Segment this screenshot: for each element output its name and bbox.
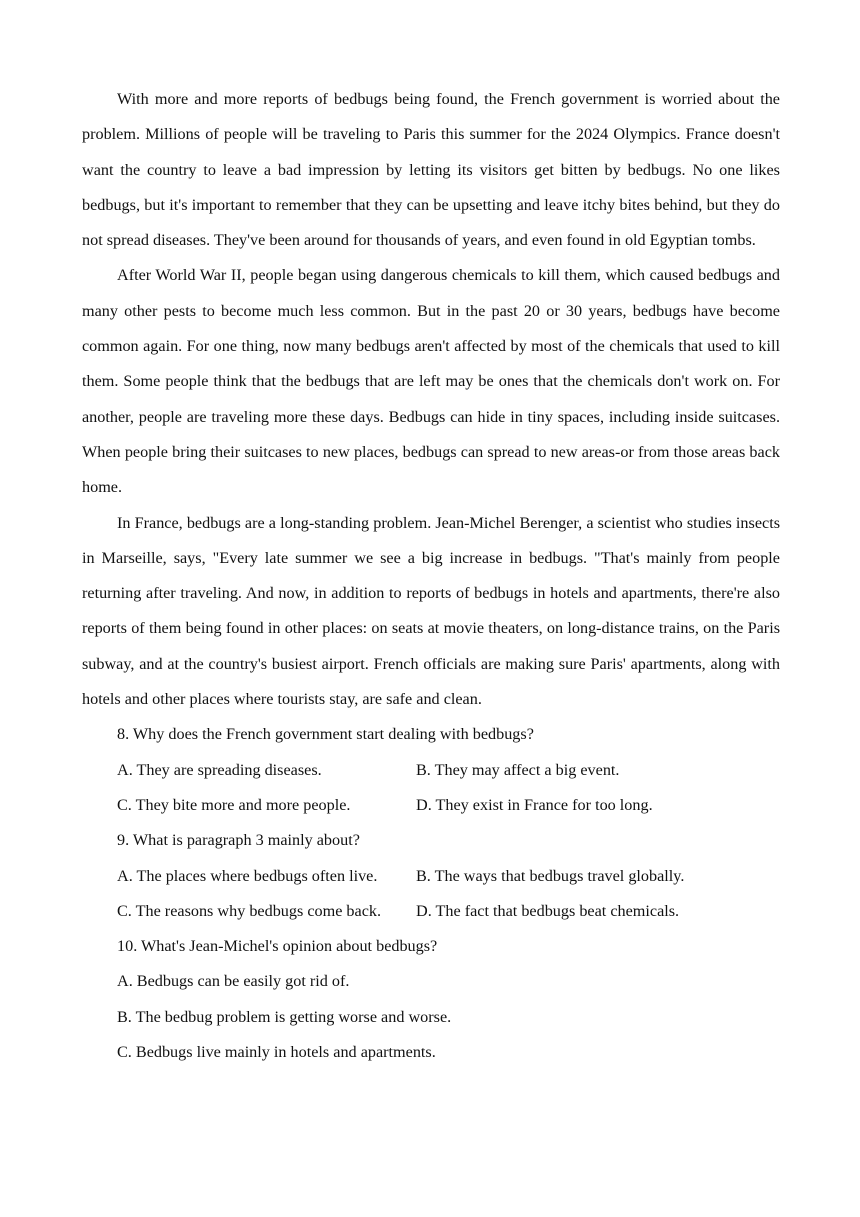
question-stem: 8. Why does the French government start dealing with bedbugs? (117, 725, 534, 744)
question-8 (82, 717, 780, 823)
passage-paragraph-1: With more and more reports of bedbugs being found, the French government is worried about the problem. Millions of people will be traveling to Paris this summer for the 2024 Olympics. France doesn't want the country to leave a bad impression by letting its visitors get bitten by bedbugs. No one likes bedbugs, but it's important to remember that they can be upsetting and leave itchy bites behind, but they do not spread diseases. They've been around for thousands of years, and even found in old Egyptian tombs. (82, 90, 780, 250)
option-row (82, 894, 780, 929)
question-9 (82, 823, 780, 929)
option-c: C. The reasons why bedbugs come back. (117, 901, 382, 920)
option-a: A. They are spreading diseases. (117, 760, 322, 779)
option-row (82, 859, 780, 894)
option-a: A. The places where bedbugs often live. (117, 866, 378, 885)
option-d: D. The fact that bedbugs beat chemicals. (416, 901, 680, 920)
option-b: B. They may affect a big event. (416, 760, 620, 779)
passage-paragraph-2: After World War II, people began using dangerous chemicals to kill them, which caused bedbugs and many other pests to become much less common. But in the past 20 or 30 years, bedbugs have become common again. For one thing, now many bedbugs aren't affected by most of the chemicals that used to kill them. Some people think that the bedbugs that are left may be ones that the chemicals don't work on. For another, people are traveling more these days. Bedbugs can hide in tiny spaces, including inside suitcases. When people bring their suitcases to new places, bedbugs can spread to new areas-or from those areas back home. (82, 266, 780, 497)
option-row (82, 753, 780, 788)
question-10 (82, 929, 780, 1070)
option-b: B. The ways that bedbugs travel globally. (416, 866, 685, 885)
option-d: D. They exist in France for too long. (416, 795, 653, 814)
option-c: C. Bedbugs live mainly in hotels and apartments. (117, 1043, 436, 1062)
option-a: A. Bedbugs can be easily got rid of. (117, 972, 350, 991)
question-stem: 10. What's Jean-Michel's opinion about bedbugs? (117, 937, 438, 956)
question-stem: 9. What is paragraph 3 mainly about? (117, 831, 360, 850)
option-row (82, 788, 780, 823)
passage-paragraph-3: In France, bedbugs are a long-standing problem. Jean-Michel Berenger, a scientist who studies insects in Marseille, says, "Every late summer we see a big increase in bedbugs. "That's mainly from people returning after traveling. And now, in addition to reports of bedbugs in hotels and apartments, there're also reports of them being found in other places: on seats at movie theaters, on long-distance trains, on the Paris subway, and at the country's busiest airport. French officials are making sure Paris' apartments, along with hotels and other places where tourists stay, are safe and clean. (82, 513, 780, 709)
option-c: C. They bite more and more people. (117, 795, 351, 814)
document-page (82, 82, 780, 1070)
option-b: B. The bedbug problem is getting worse and worse. (117, 1007, 452, 1026)
